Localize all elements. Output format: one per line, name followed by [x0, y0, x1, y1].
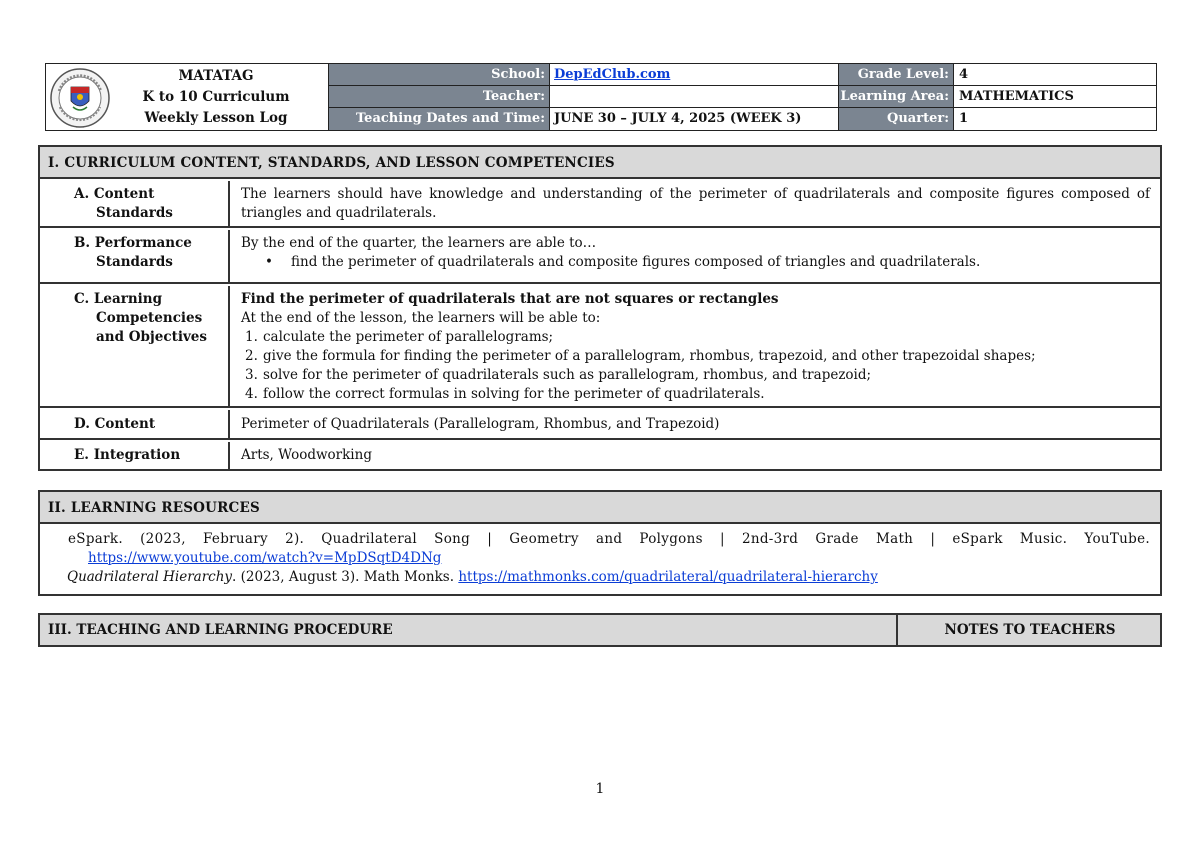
performance-bullet [241, 253, 1150, 272]
reference-mathmonks [67, 568, 1150, 587]
list-item [241, 385, 1150, 404]
competencies-text [232, 286, 1160, 406]
list-number: 2. [245, 348, 258, 364]
list-item [241, 328, 1150, 347]
section-2-heading: II. LEARNING RESOURCES [40, 492, 1160, 524]
notes-to-teachers-heading: NOTES TO TEACHERS [944, 622, 1116, 638]
resources-list [68, 530, 1150, 587]
section-curriculum-content [38, 145, 1162, 471]
row-integration [40, 442, 1160, 469]
school-link[interactable]: DepEdClub.com [554, 67, 671, 82]
content-standards-label [40, 181, 230, 226]
list-item [241, 366, 1150, 385]
youtube-link[interactable]: https://www.youtube.com/watch?v=MpDSqtD4DNg [88, 550, 442, 566]
section-learning-resources [38, 490, 1162, 596]
label-line: Standards [96, 205, 173, 221]
list-number: 4. [245, 386, 258, 402]
competencies-label [40, 286, 230, 406]
list-item [241, 347, 1150, 366]
label-line: C. Learning [74, 291, 163, 307]
school-value [550, 64, 839, 86]
label-line: B. Performance [74, 235, 192, 251]
objective-text: calculate the perimeter of parallelograms; [263, 329, 554, 345]
label-line: Competencies [96, 310, 203, 326]
learning-area-label: Learning Area: [839, 86, 954, 108]
header-row-school [329, 64, 1156, 86]
label-line: and Objectives [96, 329, 207, 345]
content-standards-text: The learners should have knowledge and understanding of the perimeter of quadrilaterals and composite figures composed of triangles and quadrilaterals. [241, 186, 1150, 221]
section-teaching-procedure [38, 613, 1162, 647]
grade-level-value: 4 [954, 64, 1156, 86]
row-performance-standards [40, 230, 1160, 284]
lesson-log-header [45, 63, 1157, 131]
objective-text: give the formula for finding the perimeter of a parallelogram, rhombus, trapezoid, and other trapezoidal shapes; [263, 348, 1036, 364]
school-label: School: [329, 64, 550, 86]
competency-intro: At the end of the lesson, the learners will be able to: [241, 310, 601, 326]
mathmonks-link[interactable]: https://mathmonks.com/quadrilateral/quadrilateral-hierarchy [458, 569, 878, 585]
page-number: 1 [595, 781, 605, 797]
label-line: A. Content [74, 186, 155, 202]
performance-intro: By the end of the quarter, the learners are able to… [241, 235, 597, 251]
performance-standards-label [40, 230, 230, 282]
row-content [40, 410, 1160, 440]
header-title-curriculum: K to 10 Curriculum [142, 89, 290, 105]
integration-text: Arts, Woodworking [241, 447, 372, 463]
quarter-value: 1 [959, 111, 969, 126]
row-content-standards [40, 181, 1160, 228]
reference-title: Quadrilateral Hierarchy [67, 569, 233, 585]
performance-standards-text [232, 230, 1160, 282]
header-title-matatag: MATATAG [178, 68, 254, 84]
header-title-block [46, 64, 329, 130]
list-number: 1. [245, 329, 258, 345]
learning-area-value: MATHEMATICS [954, 86, 1156, 108]
grade-level-label: Grade Level: [839, 64, 954, 86]
content-label: D. Content [40, 410, 230, 438]
header-title-weekly-log: Weekly Lesson Log [144, 110, 288, 126]
label-line: Standards [96, 254, 173, 270]
reference-rest: . (2023, August 3). Math Monks. [232, 569, 459, 585]
section-3-heading: III. TEACHING AND LEARNING PROCEDURE [40, 615, 898, 645]
teaching-dates-label: Teaching Dates and Time: [329, 108, 550, 130]
quarter-label: Quarter: [839, 108, 954, 130]
bullet-text: find the perimeter of quadrilaterals and composite figures composed of triangles and quadrilaterals. [291, 254, 981, 270]
reference-espark: eSpark. (2023, February 2). Quadrilateral Song | Geometry and Polygons | 2nd-3rd Grade Math | eSpark Music. YouTube. [68, 531, 1150, 547]
header-row-dates [329, 108, 1156, 130]
competency-title: Find the perimeter of quadrilaterals that are not squares or rectangles [241, 291, 779, 307]
content-text: Perimeter of Quadrilaterals (Parallelogram, Rhombus, and Trapezoid) [241, 416, 720, 432]
objective-text: follow the correct formulas in solving for the perimeter of quadrilaterals. [263, 386, 765, 402]
teaching-dates-value: JUNE 30 – JULY 4, 2025 (WEEK 3) [550, 108, 839, 130]
bullet-icon: • [265, 254, 273, 270]
objectives-list [241, 328, 1150, 404]
row-competencies [40, 286, 1160, 408]
list-number: 3. [245, 367, 258, 383]
header-row-teacher [329, 86, 1156, 108]
teacher-value [550, 86, 839, 108]
reference-espark-link-line [68, 549, 1150, 568]
deped-seal-icon [49, 67, 111, 129]
objective-text: solve for the perimeter of quadrilaterals such as parallelogram, rhombus, and trapezoid; [263, 367, 872, 383]
teacher-label: Teacher: [329, 86, 550, 108]
integration-label: E. Integration [40, 442, 230, 469]
section-1-heading: I. CURRICULUM CONTENT, STANDARDS, AND LESSON COMPETENCIES [40, 147, 1160, 179]
